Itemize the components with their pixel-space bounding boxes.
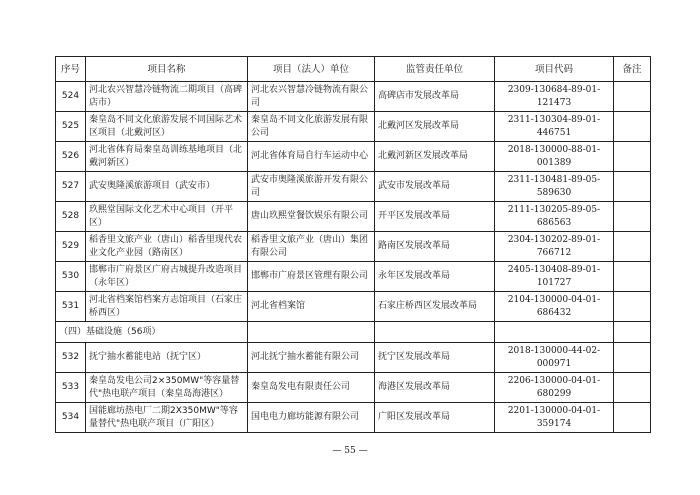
cell-remarks [614,292,651,322]
table-row [56,373,651,403]
cell-project-name: 河北省体育局秦皇岛训练基地项目（北戴河新区） [86,142,248,172]
table-row [56,292,651,322]
table-row [56,403,651,433]
cell-project-code: 2104-130000-04-01-686432 [495,292,614,322]
cell-supervising-unit: 石家庄桥西区发展改革局 [375,292,495,322]
cell-project-code: 2111-130205-89-05-686563 [495,202,614,232]
table-section [56,322,651,343]
cell-seq: 525 [56,112,86,142]
cell-project-name: 河北省档案馆档案方志馆项目（石家庄桥西区） [86,292,248,322]
cell-supervising-unit: 高碑店市发展改革局 [375,82,495,112]
section-blank-cell [614,322,651,343]
table-body-bottom [56,343,651,433]
table-row [56,232,651,262]
cell-remarks [614,403,651,433]
cell-project-unit: 武安市奥隆溪旅游开发有限公司 [248,172,375,202]
cell-seq: 531 [56,292,86,322]
cell-project-unit: 河北抚宁抽水蓄能有限公司 [248,343,375,373]
cell-project-unit: 稻香里文旅产业（唐山）集团有限公司 [248,232,375,262]
cell-project-unit: 秦皇岛发电有限责任公司 [248,373,375,403]
cell-project-code: 2018-130000-88-01-001389 [495,142,614,172]
cell-project-name: 武安奥隆溪旅游项目（武安市） [86,172,248,202]
cell-project-name: 国能廊坊热电厂二期2X350MW"等容量替代"热电联产项目（广阳区） [86,403,248,433]
header-supervising-unit: 监管责任单位 [375,57,495,82]
table-body-top [56,82,651,322]
cell-seq: 526 [56,142,86,172]
cell-remarks [614,202,651,232]
cell-supervising-unit: 北戴河新区发展改革局 [375,142,495,172]
cell-supervising-unit: 永年区发展改革局 [375,262,495,292]
cell-project-name: 秦皇岛发电公司2×350MW"等容量替代"热电联产项目（秦皇岛海港区） [86,373,248,403]
section-blank-cell [495,322,614,343]
table-row [56,262,651,292]
cell-project-name: 秦皇岛不同文化旅游发展不同国际艺术区项目（北戴河区） [86,112,248,142]
cell-remarks [614,172,651,202]
header-remarks: 备注 [614,57,651,82]
cell-project-code: 2304-130202-89-01-766712 [495,232,614,262]
cell-seq: 524 [56,82,86,112]
header-project-code: 项目代码 [495,57,614,82]
table-row [56,112,651,142]
cell-remarks [614,82,651,112]
cell-supervising-unit: 路南区发展改革局 [375,232,495,262]
header-project-unit: 项目（法人）单位 [248,57,375,82]
cell-remarks [614,373,651,403]
section-blank-cell [375,322,495,343]
cell-project-unit: 河北省体育局自行车运动中心 [248,142,375,172]
table-row [56,172,651,202]
cell-supervising-unit: 开平区发展改革局 [375,202,495,232]
cell-seq: 527 [56,172,86,202]
cell-supervising-unit: 广阳区发展改革局 [375,403,495,433]
cell-remarks [614,343,651,373]
page-number: — 55 — [332,446,368,456]
section-blank-cell [248,322,375,343]
section-row [56,322,651,343]
cell-project-name: 邯郸市广府景区广府古城提升改造项目（永年区） [86,262,248,292]
cell-project-unit: 邯郸市广府景区管理有限公司 [248,262,375,292]
cell-project-unit: 唐山玖熙堂餐饮娱乐有限公司 [248,202,375,232]
cell-project-name: 河北农兴智慧冷链物流二期项目（高碑店市） [86,82,248,112]
cell-project-code: 2311-130481-89-05-589630 [495,172,614,202]
cell-seq: 528 [56,202,86,232]
table-row [56,82,651,112]
cell-seq: 529 [56,232,86,262]
cell-seq: 534 [56,403,86,433]
cell-project-name: 玖熙堂国际文化艺术中心项目（开平区） [86,202,248,232]
cell-remarks [614,232,651,262]
cell-seq: 532 [56,343,86,373]
cell-supervising-unit: 抚宁区发展改革局 [375,343,495,373]
project-table [55,56,651,433]
table-row [56,142,651,172]
cell-seq: 533 [56,373,86,403]
cell-project-code: 2201-130000-04-01-359174 [495,403,614,433]
header-seq: 序号 [56,57,86,82]
cell-supervising-unit: 武安市发展改革局 [375,172,495,202]
cell-project-code: 2405-130408-89-01-101727 [495,262,614,292]
cell-project-unit: 秦皇岛不同文化旅游发展有限公司 [248,112,375,142]
cell-supervising-unit: 北戴河区发展改革局 [375,112,495,142]
section-title: （四）基础设施（56项） [56,322,248,343]
table-row [56,343,651,373]
cell-supervising-unit: 海港区发展改革局 [375,373,495,403]
cell-remarks [614,112,651,142]
cell-project-name: 抚宁抽水蓄能电站（抚宁区） [86,343,248,373]
table-row [56,202,651,232]
cell-project-code: 2309-130684-89-01-121473 [495,82,614,112]
cell-project-unit: 河北省档案馆 [248,292,375,322]
cell-seq: 530 [56,262,86,292]
header-project-name: 项目名称 [86,57,248,82]
cell-remarks [614,142,651,172]
cell-project-unit: 河北农兴智慧冷链物流有限公司 [248,82,375,112]
cell-project-code: 2311-130304-89-01-446751 [495,112,614,142]
cell-project-name: 稻香里文旅产业（唐山）稻香里现代农业文化产业园（路南区） [86,232,248,262]
cell-remarks [614,262,651,292]
cell-project-code: 2206-130000-04-01-680299 [495,373,614,403]
cell-project-code: 2018-130000-44-02-000971 [495,343,614,373]
table-header-row [56,57,651,82]
cell-project-unit: 国电电力廊坊能源有限公司 [248,403,375,433]
